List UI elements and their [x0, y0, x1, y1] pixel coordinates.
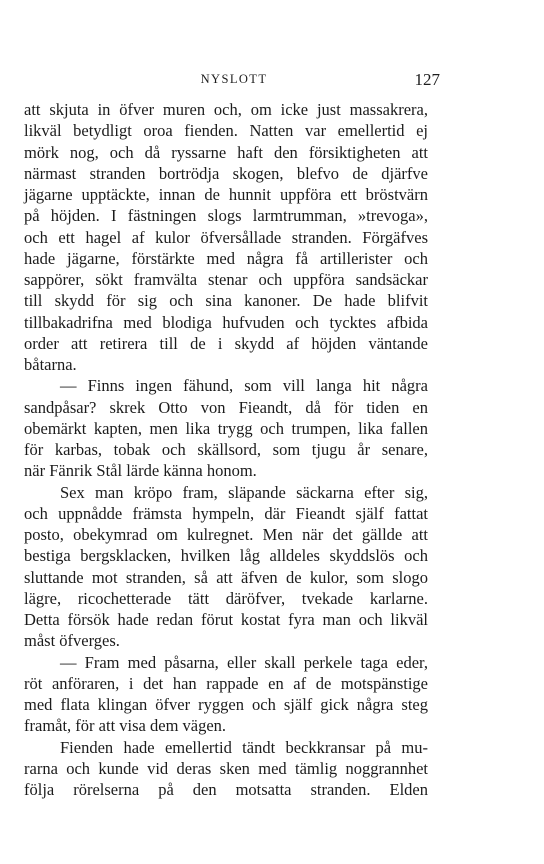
text-line: tillbakadrifna med blodiga hufvuden och tycktes afbida — [24, 312, 428, 332]
text-line: jägarne upptäckte, innan de hunnit uppföra ett bröstvärn — [24, 185, 428, 204]
text-line: — Fram med påsarna, eller skall perkele taga eder, — [60, 652, 428, 672]
text-line: följa rörelserna på den motsatta stranden. Elden — [24, 780, 428, 799]
running-head — [28, 70, 440, 90]
text-line: mörk nog, och då ryssarne haft den försiktigheten att — [24, 142, 428, 162]
text-line: likväl betydligt oroa fienden. Natten var emellertid ej — [24, 121, 428, 141]
text-line: hade jägarne, förstärkte med några få artillerister och — [24, 248, 428, 268]
text-line: Fienden hade emellertid tändt beckkransar på mu- — [60, 737, 428, 757]
text-line: order att retirera till de i skydd af höjden väntande — [24, 333, 428, 353]
text-line: och uppnådde främsta hympeln, där Fieandt själf fattat — [24, 503, 428, 523]
text-line: framåt, för att visa dem vägen. — [24, 716, 227, 736]
text-line: att skjuta in öfver muren och, om icke just massakrera, — [24, 100, 428, 119]
text-line: båtarna. — [24, 355, 77, 374]
text-line: sandpåsar? skrek Otto von Fieandt, då för tiden en — [24, 397, 428, 417]
body-text — [24, 99, 428, 800]
text-line: sluttande mot stranden, så att äfven de kulor, som slogo — [24, 567, 428, 587]
text-line: obemärkt kapten, men lika trygg och trumpen, lika fallen — [24, 418, 428, 438]
page-number: 127 — [414, 70, 440, 89]
text-line: när Fänrik Stål lärde känna honom. — [24, 461, 257, 481]
text-line: Sex man kröpo fram, släpande säckarna efter sig, — [60, 482, 428, 502]
text-line: till skydd för sig och sina kanoner. De hade blifvit — [24, 291, 428, 311]
text-line: — Finns ingen fähund, som vill langa hit några — [60, 376, 428, 396]
text-line: rarna och kunde vid deras sken med tämlig noggrannhet — [24, 758, 428, 778]
text-line: bestiga bergsklacken, hvilken låg alldeles skyddslös och — [24, 546, 428, 566]
text-line: och ett hagel af kulor öfversållade stranden. Förgäfves — [24, 227, 428, 247]
chapter-title: NYSLOTT — [200, 72, 268, 86]
text-line: röt anföraren, i det han rappade en af de motspänstige — [24, 673, 428, 693]
text-line: Detta försök hade redan förut kostat fyra man och likväl — [24, 610, 428, 629]
text-line: lägre, ricochetterade tätt däröfver, tvekade karlarne. — [24, 588, 428, 608]
text-line: på höjden. I fästningen slogs larmtrumman, »trevoga», — [24, 206, 428, 226]
text-line: närmast stranden bortrödja skogen, blefvo de djärfve — [24, 163, 428, 183]
text-line: med flata klingan öfver ryggen och själf gick några steg — [24, 695, 428, 714]
text-line: måst öfverges. — [24, 631, 120, 651]
text-line: posto, obekymrad om kulregnet. Men när det gällde att — [24, 525, 428, 544]
text-line: för karbas, tobak och skällsord, som tjugu år senare, — [24, 440, 428, 459]
text-line: sappörer, sökt framvälta stenar och uppföra sandsäckar — [24, 270, 428, 289]
